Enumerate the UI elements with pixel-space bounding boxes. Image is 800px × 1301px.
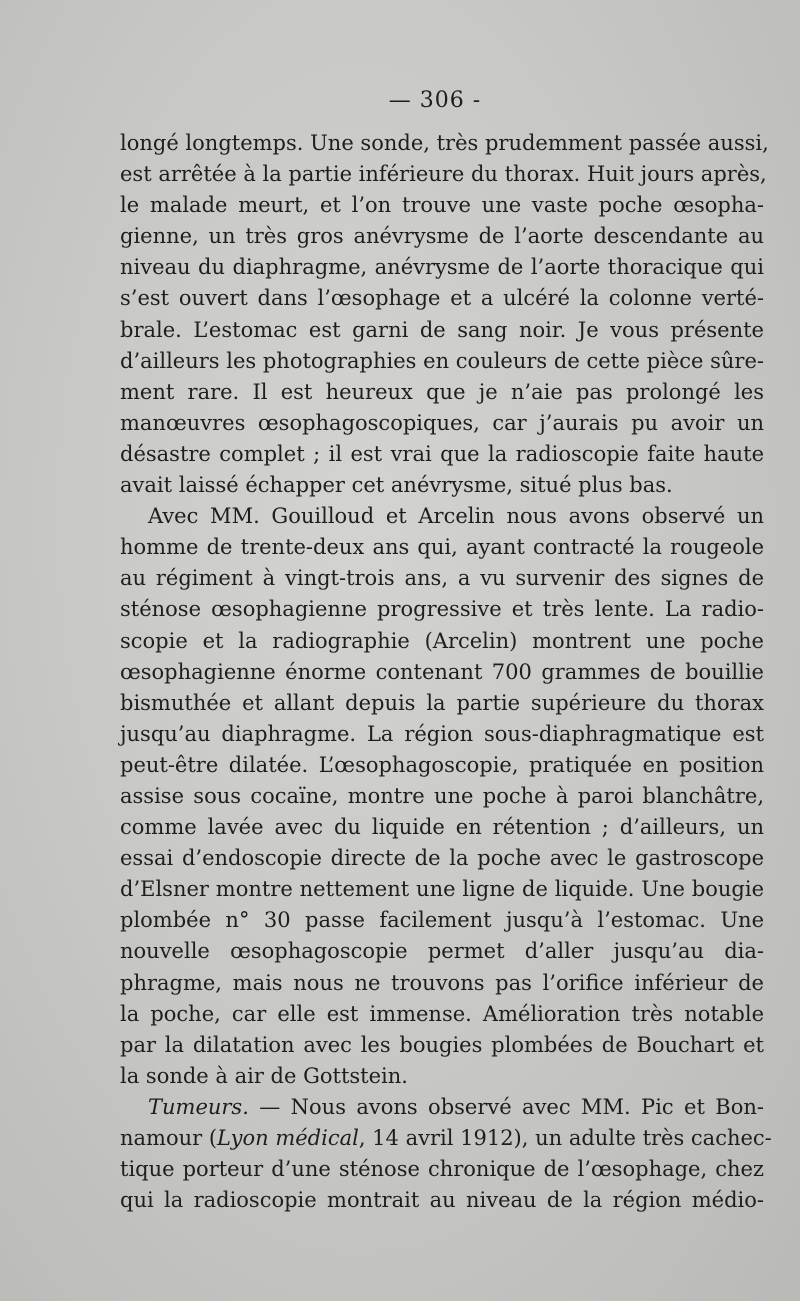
text-line: par la dilatation avec les bougies plombées de Bouchart et <box>120 1032 764 1057</box>
tumeurs-line-1-rest: — Nous avons observé avec MM. Pic et Bon- <box>248 1094 764 1119</box>
text-line: avait laissé échapper cet anévrysme, situé plus bas. <box>120 473 673 498</box>
text-line: le malade meurt, et l’on trouve une vaste poche œsopha- <box>120 193 764 218</box>
paragraph-lines <box>120 128 769 1092</box>
text-line: gienne, un très gros anévrysme de l’aorte descendante au <box>120 224 764 249</box>
text-line: nouvelle œsophagoscopie permet d’aller jusqu’au dia- <box>120 939 764 964</box>
text-line: la sonde à air de Gottstein. <box>120 1063 408 1088</box>
text-line: la poche, car elle est immense. Amélioration très notable <box>120 1001 764 1026</box>
text-line: phragme, mais nous ne trouvons pas l’orifice inférieur de <box>120 970 764 995</box>
text-line: peut-être dilatée. L’œsophagoscopie, pratiquée en position <box>120 752 764 777</box>
text-line: longé longtemps. Une sonde, très prudemment passée aussi, <box>120 131 769 155</box>
text-line: scopie et la radiographie (Arcelin) montrent une poche <box>120 628 764 653</box>
text-line: essai d’endoscopie directe de la poche avec le gastroscope <box>120 846 764 871</box>
text-line: Avec MM. Gouilloud et Arcelin nous avons observé un <box>148 504 764 529</box>
tumeurs-line-1 <box>120 1092 764 1123</box>
text-line: d’Elsner montre nettement une ligne de liquide. Une bougie <box>120 877 764 902</box>
tumeurs-line-4: qui la radioscopie montrait au niveau de la région médio- <box>120 1188 764 1213</box>
tumeurs-heading: Tumeurs. <box>148 1094 249 1119</box>
text-line: jusqu’au diaphragme. La région sous-diaphragmatique est <box>120 721 764 746</box>
tumeurs-line-2-b: , 14 avril 1912), un adulte très cachec- <box>358 1126 772 1150</box>
text-line: brale. L’estomac est garni de sang noir. Je vous présente <box>120 317 764 342</box>
text-line: sténose œsophagienne progressive et très lente. La radio- <box>120 597 764 622</box>
text-line: œsophagienne énorme contenant 700 grammes de bouillie <box>120 659 764 684</box>
text-line: comme lavée avec du liquide en rétention ; d’ailleurs, un <box>120 815 764 840</box>
text-line: s’est ouvert dans l’œsophage et a ulcéré la colonne verté- <box>120 286 764 311</box>
text-line: bismuthée et allant depuis la partie supérieure du thorax <box>120 690 764 715</box>
text-line: niveau du diaphragme, anévrysme de l’aorte thoracique qui <box>120 255 764 280</box>
tumeurs-line-2-a: namour ( <box>120 1126 218 1150</box>
text-line: au régiment à vingt-trois ans, a vu survenir des signes de <box>120 566 764 591</box>
text-line: ment rare. Il est heureux que je n’aie pas prolongé les <box>120 379 764 404</box>
text-line: homme de trente-deux ans qui, ayant contracté la rougeole <box>120 535 764 560</box>
text-line: assise sous cocaïne, montre une poche à paroi blanchâtre, <box>120 783 764 808</box>
text-line: d’ailleurs les photographies en couleurs de cette pièce sûre- <box>120 348 764 373</box>
text-line: plombée n° 30 passe facilement jusqu’à l’estomac. Une <box>120 908 764 933</box>
tumeurs-line-2 <box>120 1123 772 1154</box>
tumeurs-line-3: tique porteur d’une sténose chronique de l’œsophage, chez <box>120 1157 764 1182</box>
journal-title: Lyon médical <box>217 1126 359 1150</box>
text-line: désastre complet ; il est vrai que la radioscopie faite haute <box>120 441 764 466</box>
text-body <box>120 128 772 1216</box>
page-number: — 306 - <box>388 88 482 113</box>
text-line: est arrêtée à la partie inférieure du thorax. Huit jours après, <box>120 162 767 187</box>
text-line: manœuvres œsophagoscopiques, car j’aurais pu avoir un <box>120 410 764 435</box>
